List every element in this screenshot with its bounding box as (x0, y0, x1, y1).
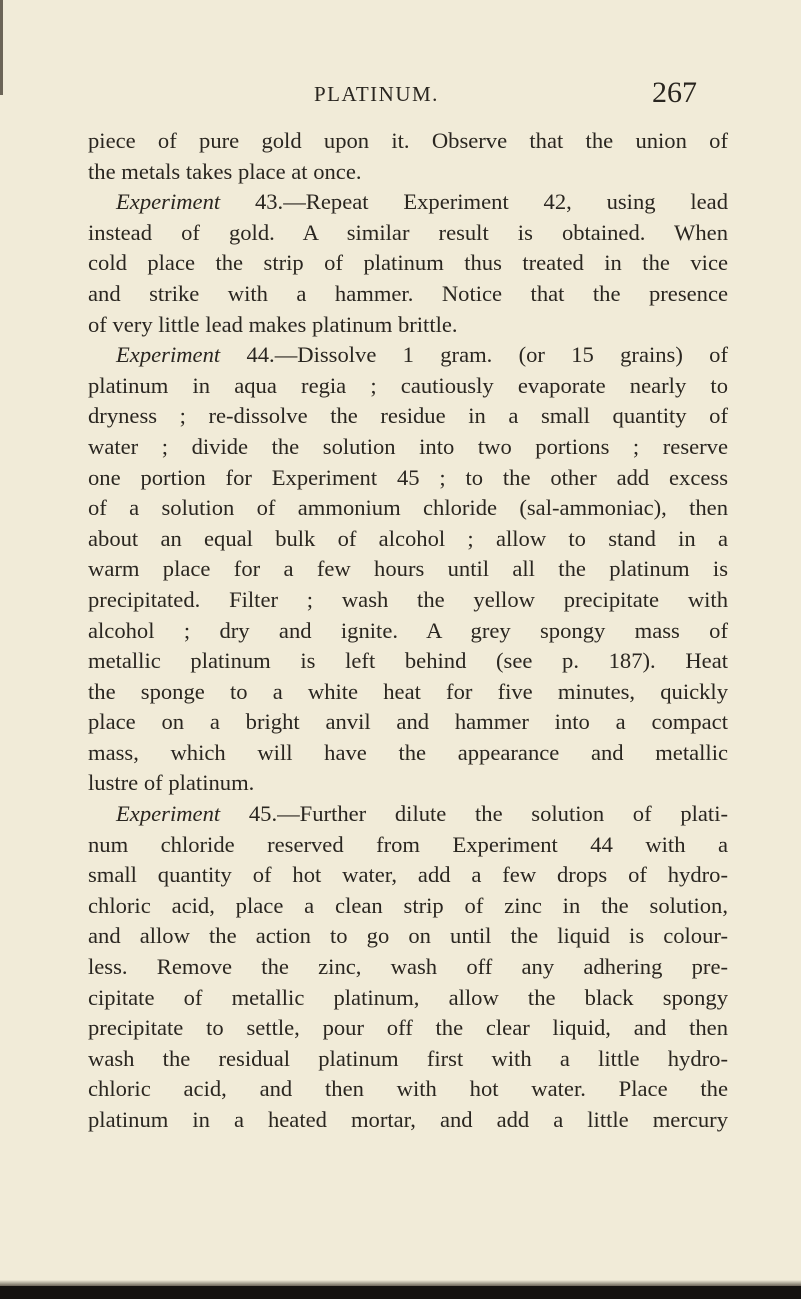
text-line (88, 340, 728, 371)
experiment-label: Experiment (116, 189, 221, 215)
experiment-label: Experiment (116, 801, 221, 827)
text-line: one portion for Experiment 45 ; to the other add excess (88, 464, 728, 490)
text-line: chloric acid, and then with hot water. Place the (88, 1076, 728, 1102)
text-line: wash the residual platinum first with a little hydro- (88, 1045, 728, 1071)
text-line: mass, which will have the appearance and metallic (88, 739, 728, 765)
text-line (88, 187, 728, 218)
running-head (0, 76, 801, 112)
text-line: about an equal bulk of alcohol ; allow to stand in a (88, 525, 728, 551)
experiment-label: Experiment (116, 342, 221, 368)
text-line: num chloride reserved from Experiment 44 with a (88, 831, 728, 857)
body-text (88, 126, 728, 1136)
text-line: metallic platinum is left behind (see p. 187). Heat (88, 648, 728, 674)
text-line: small quantity of hot water, add a few drops of hydro- (88, 862, 728, 888)
text-line: the sponge to a white heat for five minutes, quickly (88, 678, 728, 704)
text-line: water ; divide the solution into two portions ; reserve (88, 433, 728, 459)
text-line: precipitate to settle, pour off the clear liquid, and then (88, 1015, 728, 1041)
text-line: of a solution of ammonium chloride (sal-ammoniac), then (88, 495, 728, 521)
text-line: piece of pure gold upon it. Observe that the union of (88, 128, 728, 153)
text-line: the metals takes place at once. (88, 158, 362, 184)
text-line: cipitate of metallic platinum, allow the black spongy (88, 984, 728, 1010)
text-line: and allow the action to go on until the liquid is colour- (88, 923, 728, 949)
text-line-rest: 43.—Repeat Experiment 42, using lead (220, 189, 728, 215)
text-line: place on a bright anvil and hammer into a compact (88, 709, 728, 735)
text-line-rest: 44.—Dissolve 1 gram. (or 15 grains) of (220, 342, 728, 368)
page-edge (0, 1286, 801, 1299)
text-line: of very little lead makes platinum brittle. (88, 311, 458, 337)
text-line: warm place for a few hours until all the platinum is (88, 556, 728, 582)
text-line (88, 799, 728, 830)
text-line: less. Remove the zinc, wash off any adhering pre- (88, 954, 728, 980)
text-line: chloric acid, place a clean strip of zinc in the solution, (88, 892, 728, 918)
page-number: 267 (652, 76, 697, 109)
text-line: alcohol ; dry and ignite. A grey spongy mass of (88, 617, 728, 643)
text-line: platinum in aqua regia ; cautiously evaporate nearly to (88, 372, 728, 398)
text-line: platinum in a heated mortar, and add a little mercury (88, 1107, 728, 1132)
text-line: dryness ; re-dissolve the residue in a small quantity of (88, 403, 728, 429)
text-line: and strike with a hammer. Notice that the presence (88, 280, 728, 306)
text-line-rest: 45.—Further dilute the solution of plati- (220, 801, 728, 827)
text-line: lustre of platinum. (88, 770, 255, 796)
running-title: PLATINUM. (314, 82, 439, 106)
text-line: cold place the strip of platinum thus treated in the vice (88, 250, 728, 276)
text-line: instead of gold. A similar result is obtained. When (88, 219, 728, 245)
text-line: precipitated. Filter ; wash the yellow precipitate with (88, 586, 728, 612)
